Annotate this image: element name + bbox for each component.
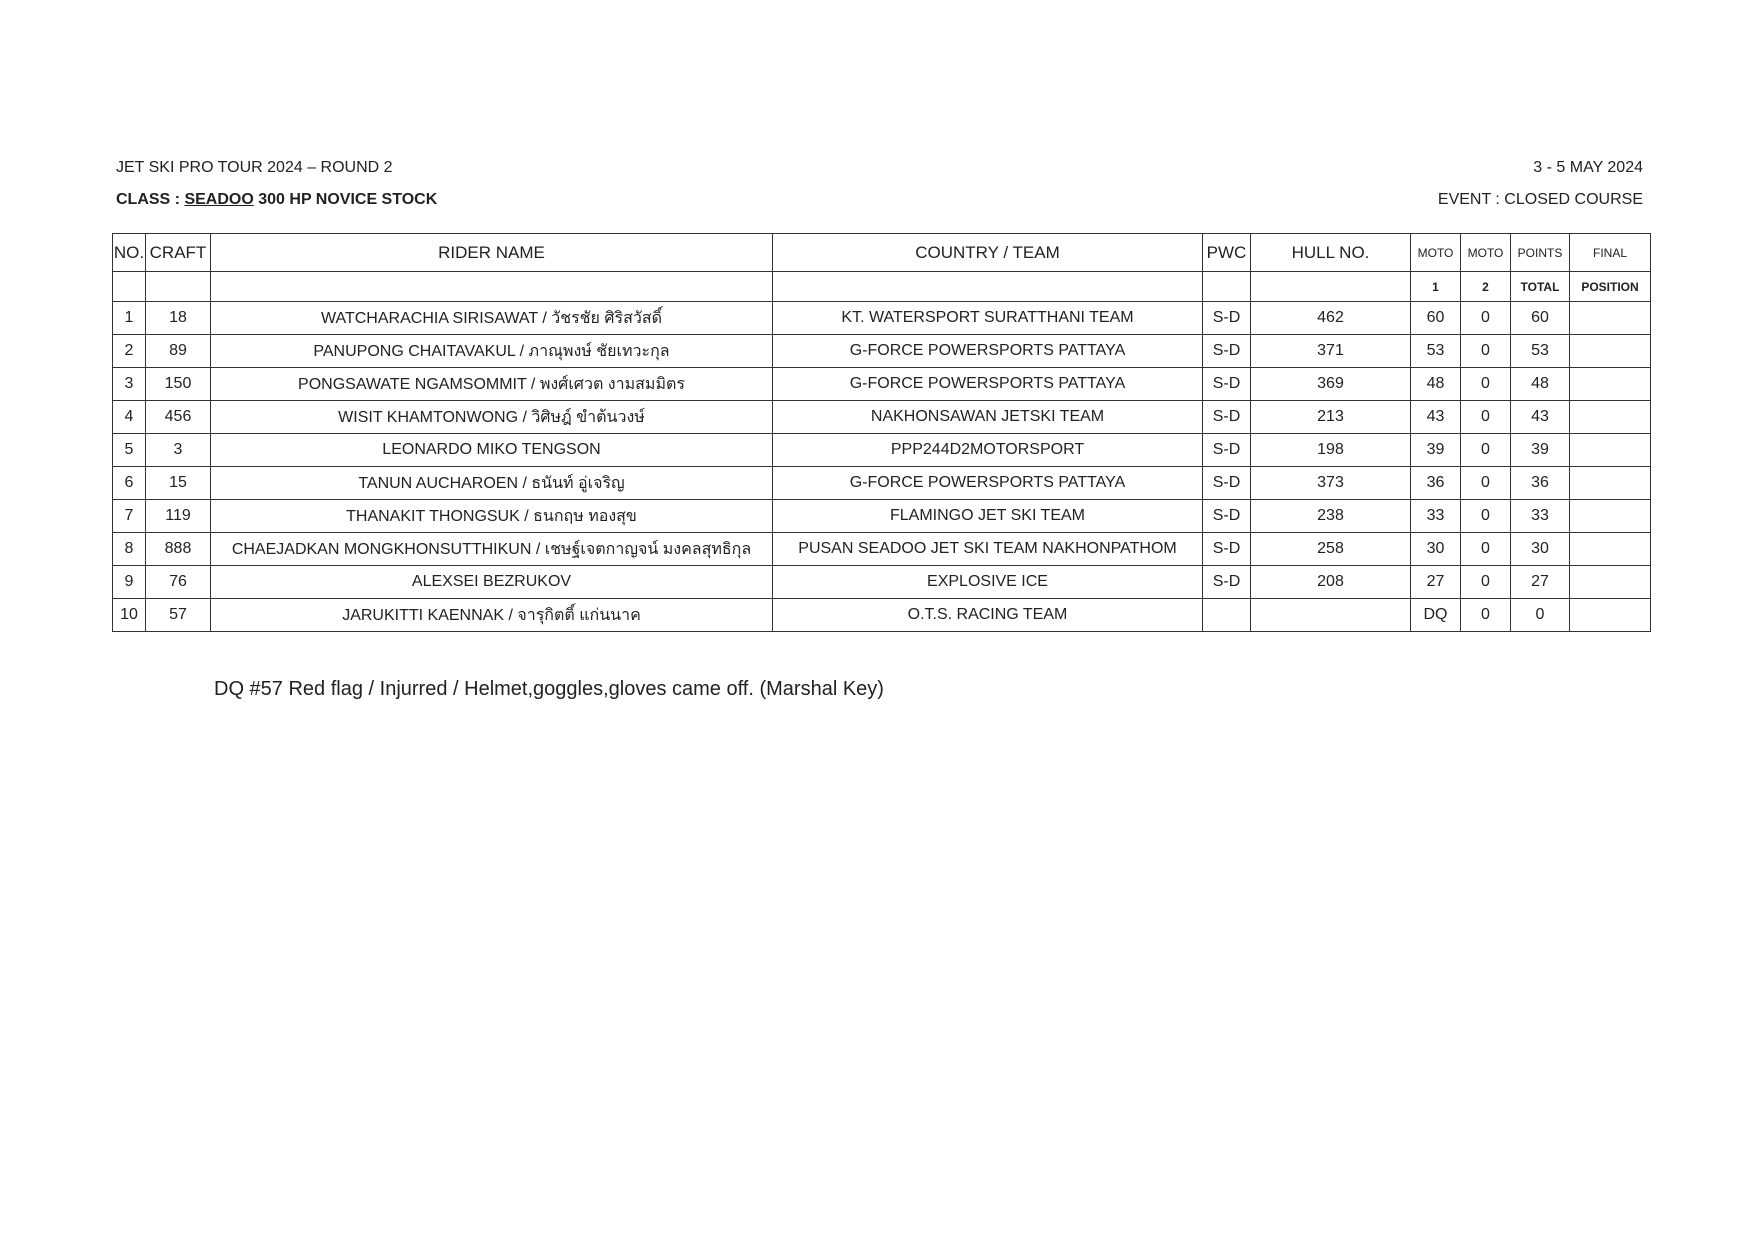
cell-moto2: 0 — [1461, 302, 1511, 335]
cell-no: 2 — [113, 335, 146, 368]
class-suffix: 300 HP NOVICE STOCK — [253, 191, 438, 208]
dq-note: DQ #57 Red flag / Injurred / Helmet,goggles,gloves came off. (Marshal Key) — [214, 678, 884, 700]
cell-no: 10 — [113, 599, 146, 632]
cell-rider-name: JARUKITTI KAENNAK / จารุกิตติ์ แก่นนาค — [211, 599, 773, 632]
cell-no: 1 — [113, 302, 146, 335]
cell-final-position — [1570, 434, 1651, 467]
cell-craft: 150 — [146, 368, 211, 401]
cell-craft: 76 — [146, 566, 211, 599]
class-prefix: CLASS : — [116, 191, 185, 208]
class-brand: SEADOO — [184, 191, 254, 208]
header-final-top: FINAL — [1570, 234, 1651, 272]
cell-points-total: 53 — [1511, 335, 1570, 368]
cell-points-total: 27 — [1511, 566, 1570, 599]
cell-no: 9 — [113, 566, 146, 599]
cell-rider-name: ALEXSEI BEZRUKOV — [211, 566, 773, 599]
header-rider: RIDER NAME — [211, 234, 773, 272]
cell-no: 8 — [113, 533, 146, 566]
cell-final-position — [1570, 533, 1651, 566]
cell-moto1: 39 — [1411, 434, 1461, 467]
cell-moto1: 33 — [1411, 500, 1461, 533]
cell-country-team: FLAMINGO JET SKI TEAM — [773, 500, 1203, 533]
cell-moto2: 0 — [1461, 533, 1511, 566]
cell-rider-name: PANUPONG CHAITAVAKUL / ภาณุพงษ์ ชัยเทวะกุล — [211, 335, 773, 368]
cell-points-total: 43 — [1511, 401, 1570, 434]
cell-hull-no — [1251, 599, 1411, 632]
cell-craft: 18 — [146, 302, 211, 335]
cell-moto2: 0 — [1461, 434, 1511, 467]
cell-craft: 119 — [146, 500, 211, 533]
header-moto1-bottom: 1 — [1411, 272, 1461, 302]
event-date: 3 - 5 MAY 2024 — [1533, 159, 1643, 176]
cell-hull-no: 198 — [1251, 434, 1411, 467]
event-title: JET SKI PRO TOUR 2024 – ROUND 2 — [116, 159, 393, 176]
cell-points-total: 30 — [1511, 533, 1570, 566]
subheader-blank — [211, 272, 773, 302]
cell-country-team: O.T.S. RACING TEAM — [773, 599, 1203, 632]
cell-points-total: 39 — [1511, 434, 1570, 467]
cell-points-total: 60 — [1511, 302, 1570, 335]
cell-country-team: PPP244D2MOTORSPORT — [773, 434, 1203, 467]
subheader-blank — [1251, 272, 1411, 302]
table-row — [113, 335, 1651, 368]
header-pwc: PWC — [1203, 234, 1251, 272]
event-type: EVENT : CLOSED COURSE — [1437, 191, 1643, 208]
results-table — [112, 233, 1651, 632]
cell-craft: 89 — [146, 335, 211, 368]
cell-hull-no: 462 — [1251, 302, 1411, 335]
table-row — [113, 434, 1651, 467]
cell-pwc: S-D — [1203, 368, 1251, 401]
cell-moto2: 0 — [1461, 401, 1511, 434]
cell-country-team: G-FORCE POWERSPORTS PATTAYA — [773, 467, 1203, 500]
cell-rider-name: PONGSAWATE NGAMSOMMIT / พงศ์เศวต งามสมมิตร — [211, 368, 773, 401]
cell-country-team: NAKHONSAWAN JETSKI TEAM — [773, 401, 1203, 434]
cell-country-team: PUSAN SEADOO JET SKI TEAM NAKHONPATHOM — [773, 533, 1203, 566]
cell-rider-name: LEONARDO MIKO TENGSON — [211, 434, 773, 467]
header-team: COUNTRY / TEAM — [773, 234, 1203, 272]
cell-pwc: S-D — [1203, 401, 1251, 434]
cell-final-position — [1570, 401, 1651, 434]
cell-hull-no: 369 — [1251, 368, 1411, 401]
cell-final-position — [1570, 368, 1651, 401]
cell-moto2: 0 — [1461, 335, 1511, 368]
cell-craft: 3 — [146, 434, 211, 467]
cell-craft: 15 — [146, 467, 211, 500]
cell-hull-no: 373 — [1251, 467, 1411, 500]
cell-rider-name: THANAKIT THONGSUK / ธนกฤษ ทองสุข — [211, 500, 773, 533]
cell-moto2: 0 — [1461, 368, 1511, 401]
cell-rider-name: TANUN AUCHAROEN / ธนันท์ อู่เจริญ — [211, 467, 773, 500]
cell-country-team: G-FORCE POWERSPORTS PATTAYA — [773, 368, 1203, 401]
cell-moto1: 30 — [1411, 533, 1461, 566]
cell-moto2: 0 — [1461, 467, 1511, 500]
subheader-blank — [773, 272, 1203, 302]
cell-rider-name: WISIT KHAMTONWONG / วิศิษฎ์ ขำต้นวงษ์ — [211, 401, 773, 434]
cell-moto2: 0 — [1461, 566, 1511, 599]
table-row — [113, 599, 1651, 632]
class-line — [116, 191, 437, 209]
cell-craft: 456 — [146, 401, 211, 434]
cell-pwc: S-D — [1203, 533, 1251, 566]
cell-pwc: S-D — [1203, 566, 1251, 599]
cell-pwc: S-D — [1203, 335, 1251, 368]
table-row — [113, 368, 1651, 401]
cell-moto1: 60 — [1411, 302, 1461, 335]
header-points-top: POINTS — [1511, 234, 1570, 272]
cell-final-position — [1570, 599, 1651, 632]
cell-pwc — [1203, 599, 1251, 632]
cell-moto2: 0 — [1461, 599, 1511, 632]
cell-final-position — [1570, 467, 1651, 500]
cell-points-total: 33 — [1511, 500, 1570, 533]
cell-moto1: 53 — [1411, 335, 1461, 368]
table-header-row — [113, 234, 1651, 272]
cell-country-team: KT. WATERSPORT SURATTHANI TEAM — [773, 302, 1203, 335]
cell-no: 3 — [113, 368, 146, 401]
cell-craft: 888 — [146, 533, 211, 566]
subheader-blank — [113, 272, 146, 302]
cell-final-position — [1570, 302, 1651, 335]
table-subheader-row — [113, 272, 1651, 302]
cell-rider-name: WATCHARACHIA SIRISAWAT / วัชรชัย ศิริสวัสดิ์ — [211, 302, 773, 335]
cell-moto1: 36 — [1411, 467, 1461, 500]
cell-points-total: 36 — [1511, 467, 1570, 500]
cell-final-position — [1570, 335, 1651, 368]
table-row — [113, 533, 1651, 566]
table-row — [113, 302, 1651, 335]
table-row — [113, 500, 1651, 533]
cell-pwc: S-D — [1203, 467, 1251, 500]
cell-final-position — [1570, 566, 1651, 599]
cell-hull-no: 208 — [1251, 566, 1411, 599]
cell-craft: 57 — [146, 599, 211, 632]
cell-moto2: 0 — [1461, 500, 1511, 533]
subheader-blank — [1203, 272, 1251, 302]
header-moto1-top: MOTO — [1411, 234, 1461, 272]
table-row — [113, 401, 1651, 434]
header-hull: HULL NO. — [1251, 234, 1411, 272]
cell-hull-no: 238 — [1251, 500, 1411, 533]
header-moto2-bottom: 2 — [1461, 272, 1511, 302]
header-craft: CRAFT — [146, 234, 211, 272]
cell-rider-name: CHAEJADKAN MONGKHONSUTTHIKUN / เชษฐ์เจตกาญจน์ มงคลสุทธิกุล — [211, 533, 773, 566]
cell-final-position — [1570, 500, 1651, 533]
cell-pwc: S-D — [1203, 434, 1251, 467]
cell-no: 4 — [113, 401, 146, 434]
cell-points-total: 48 — [1511, 368, 1570, 401]
cell-pwc: S-D — [1203, 302, 1251, 335]
header-moto2-top: MOTO — [1461, 234, 1511, 272]
cell-moto1: 48 — [1411, 368, 1461, 401]
table-row — [113, 566, 1651, 599]
header-points-bottom: TOTAL — [1511, 272, 1570, 302]
header-final-bottom: POSITION — [1570, 272, 1651, 302]
cell-moto1: 27 — [1411, 566, 1461, 599]
subheader-blank — [146, 272, 211, 302]
cell-country-team: G-FORCE POWERSPORTS PATTAYA — [773, 335, 1203, 368]
cell-hull-no: 258 — [1251, 533, 1411, 566]
cell-pwc: S-D — [1203, 500, 1251, 533]
cell-no: 5 — [113, 434, 146, 467]
cell-country-team: EXPLOSIVE ICE — [773, 566, 1203, 599]
cell-no: 7 — [113, 500, 146, 533]
table-row — [113, 467, 1651, 500]
header-no: NO. — [113, 234, 146, 272]
cell-hull-no: 371 — [1251, 335, 1411, 368]
cell-points-total: 0 — [1511, 599, 1570, 632]
cell-hull-no: 213 — [1251, 401, 1411, 434]
cell-moto1: DQ — [1411, 599, 1461, 632]
cell-no: 6 — [113, 467, 146, 500]
cell-moto1: 43 — [1411, 401, 1461, 434]
